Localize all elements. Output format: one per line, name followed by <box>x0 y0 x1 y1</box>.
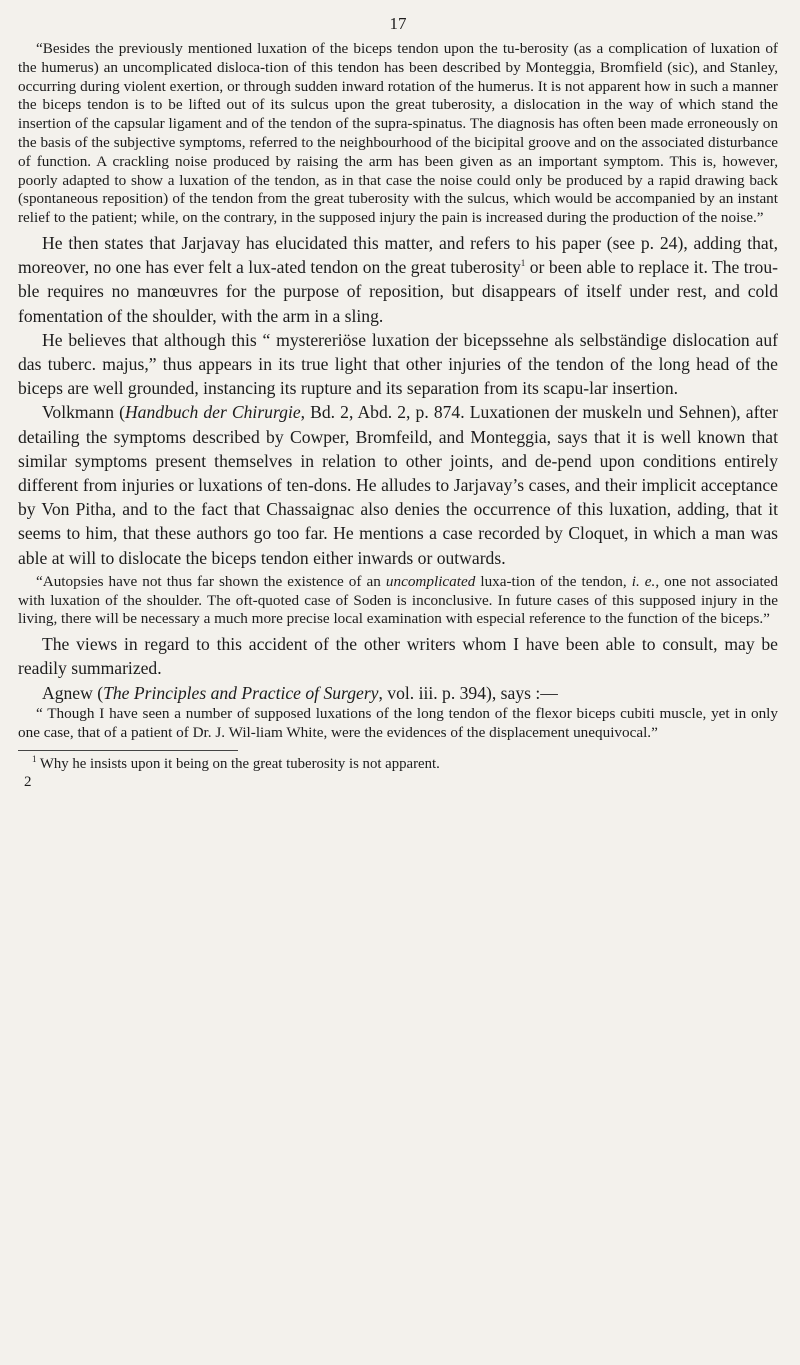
emphasis-text: i. e. <box>631 572 656 590</box>
quote-text: , one not associated with luxation of the shoulder. The oft-quoted case of Soden is inconclusive. In future cases of this supposed injury in the living, there will be necessary a much more precise local examination with especial reference to the function of the biceps.” <box>18 572 779 628</box>
paragraph-agnew <box>18 681 778 705</box>
footnote-reference: 1 <box>520 258 526 269</box>
paragraph-text: , Bd. 2, Abd. 2, p. 874. Luxationen der muskeln und Sehnen), after detailing the symptoms described by Cowper, Bromfeild, and Monteggia, says that it is well known that similar symptoms present themselves in relation to other joints, and de-pend upon conditions entirely different from injuries or luxations of ten-dons. He alludes to Jarjavay’s cases, and their implicit acceptance by Von Pitha, and to the fact that Chassaignac also denies the occurrence of this luxation, adding, that it seems to him, that these authors go too far. He mentions a case recorded by Cloquet, in which a man was able at will to dislocate the biceps tendon either inwards or outwards. <box>18 402 779 568</box>
paragraph-text: He then states that Jarjavay has elucidated this matter, and refers to his paper (see p. 24), adding that, moreover, no one has ever felt a lux-ated tendon on the great tuberosity <box>18 232 778 278</box>
page <box>18 14 778 791</box>
footnote-text: Why he insists upon it being on the great tuberosity is not apparent. <box>36 756 440 773</box>
book-title: The Principles and Practice of Surgery <box>103 682 379 703</box>
paragraph-volkmann <box>18 400 778 569</box>
footnote <box>18 755 778 773</box>
paragraph-text: or been able to replace it. The trou-ble requires no manœuvres for the purpose of reposition, but disappears of itself under rest, and cold fomentation of the shoulder, with the arm in a sling. <box>18 257 778 326</box>
book-title: Handbuch der Chirurgie <box>124 402 301 423</box>
quote-paragraph-autopsies <box>18 573 778 629</box>
paragraph-text: Agnew ( <box>42 682 104 703</box>
paragraph-views: The views in regard to this accident of the other writers whom I have been able to consult, may be readily summarized. <box>18 634 778 679</box>
paragraph-believes: He believes that although this “ mystereriöse luxation der bicepssehne als selbständige dislocation auf das tuberc. majus,” thus appears in its true light that other injuries of the tendon of the long head of the biceps are well grounded, instancing its rupture and its separation from its scapu-lar insertion. <box>18 329 778 399</box>
quote-paragraph-1: “Besides the previously mentioned luxation of the biceps tendon upon the tu-berosity (as a complication of luxation of the humerus) an uncomplicated disloca-tion of this tendon has been described by Monteggia, Bromfield (sic), and Stanley, occurring during violent exertion, or through sudden inward rotation of the humerus. It is not apparent how in such a manner the biceps tendon is to be lifted out of its sulcus upon the great tuberosity, a dislocation in the way of which stand the insertion of the capsular ligament and of the tendon of the supra-spinatus. The diagnosis has often been made erroneously on the basis of the subjective symptoms, referred to the neighbourhood of the bicipital groove and on the associated disturbance of function. A crackling noise produced by raising the arm has been given as an important symptom. This is, however, poorly adapted to show a luxation of the tendon, as in that case the noise could only be produced by a rapid drawing back (spontaneous reposition) of the tendon from the great tuberosity with the sulcus, which would be accompanied by an instant relief to the patient; while, on the contrary, in the supposed injury the pain is increased during the production of the noise.” <box>18 40 778 227</box>
paragraph-text: Volkmann ( <box>42 402 125 423</box>
quote-paragraph-agnew: “ Though I have seen a number of supposed luxations of the long tendon of the flexor biceps cubiti muscle, yet in only one case, that of a patient of Dr. J. Wil-liam White, were the evidences of the displacement unequivocal.” <box>18 704 778 741</box>
footnote-mark: 1 <box>32 754 37 765</box>
paragraph-jarjavay <box>18 231 778 328</box>
emphasis-text: uncomplicated <box>385 572 476 590</box>
footnote-divider <box>18 750 238 751</box>
quote-text: luxa-tion of the tendon, <box>475 572 632 590</box>
paragraph-text: , vol. iii. p. 394), says :— <box>378 682 558 703</box>
signature-mark: 2 <box>24 774 32 791</box>
page-number: 17 <box>389 14 407 33</box>
quote-text: “Autopsies have not thus far shown the existence of an <box>36 572 386 590</box>
